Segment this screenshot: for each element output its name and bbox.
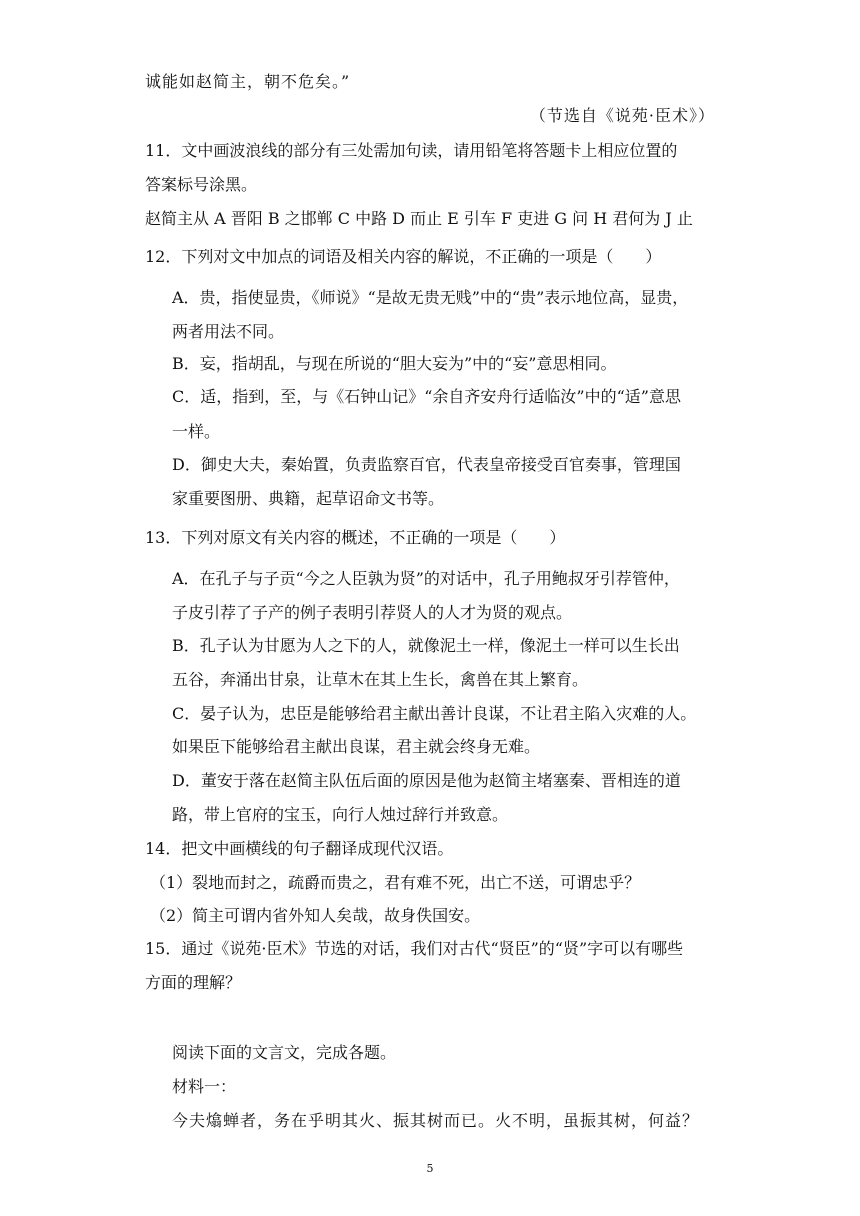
q12-option-a-line2: 两者用法不同。	[172, 322, 285, 341]
material-label: 材料一：	[172, 1077, 237, 1096]
q13-option-a-line2: 子皮引荐了子产的例子表明引荐贤人的人才为贤的观点。	[172, 603, 573, 622]
q12-option-c-line2: 一样。	[172, 422, 221, 441]
source-citation: （节选自《说苑·臣术》）	[529, 106, 715, 125]
q13-option-a-line1: A．在孔子与子贡“今之人臣孰为贤”的对话中，孔子用鲍叔牙引荐管仲，	[172, 569, 680, 588]
q15-line2: 方面的理解？	[145, 973, 242, 992]
page-number: 5	[426, 1162, 434, 1175]
q13-option-c-line2: 如果臣下能够给君主献出良谋，君主就会终身无难。	[172, 737, 541, 756]
q13-option-b-line1: B．孔子认为甘愿为人之下的人，就像泥土一样，像泥土一样可以生长出	[172, 636, 680, 655]
q12-option-a-line1: A．贵，指使显贵，《师说》“是故无贵无贱”中的“贵”表示地位高，显贵，	[172, 288, 689, 307]
q12-option-b: B．妄，指胡乱，与现在所说的“胆大妄为”中的“妄”意思相同。	[172, 354, 617, 373]
q13-stem: 13．下列对原文有关内容的概述，不正确的一项是（ ）	[145, 528, 566, 547]
q11-line1: 11．文中画波浪线的部分有三处需加句读，请用铅笔将答题卡上相应位置的	[145, 141, 678, 160]
q12-option-d-line1: D．御史大夫，秦始置，负责监察百官，代表皇帝接受百官奏事，管理国	[172, 455, 681, 474]
q13-option-d-line1: D．董安于落在赵简主队伍后面的原因是他为赵简主堵塞秦、晋相连的道	[172, 771, 681, 790]
q14-sentence-2: （2）简主可谓内省外知人矣哉，故身佚国安。	[150, 906, 481, 925]
material-text-line1: 今夫熻蝉者，务在乎明其火、振其树而已。火不明，虽振其树，何益？	[172, 1111, 700, 1130]
q13-option-b-line2: 五谷，奔涌出甘泉，让草木在其上生长，禽兽在其上繁育。	[172, 670, 589, 689]
q13-option-d-line2: 路，带上官府的宝玉，向行人烛过辞行并致意。	[172, 805, 509, 824]
q12-option-d-line2: 家重要图册、典籍，起草诏命文书等。	[172, 489, 445, 508]
q11-line2: 答案标号涂黑。	[145, 175, 258, 194]
top-quote: 诚能如赵简主，朝不危矣。”	[145, 72, 351, 91]
q12-option-c-line1: C．适，指到，至，与《石钟山记》“余自齐安舟行适临汝”中的“适”意思	[172, 387, 681, 406]
q13-option-c-line1: C．晏子认为，忠臣是能够给君主献出善计良谋，不让君主陷入灾难的人。	[172, 704, 697, 723]
q14-sentence-1: （1）裂地而封之，疏爵而贵之，君有难不死，出亡不送，可谓忠乎？	[150, 873, 641, 892]
q15-line1: 15．通过《说苑·臣术》节选的对话，我们对古代“贤臣”的“贤”字可以有哪些	[145, 939, 684, 958]
reading-intro: 阅读下面的文言文，完成各题。	[172, 1043, 397, 1062]
q14-stem: 14．把文中画横线的句子翻译成现代汉语。	[145, 839, 454, 858]
q11-sentence: 赵简主从 A 晋阳 B 之邯郸 C 中路 D 而止 E 引车 F 吏进 G 问 H 君何为 J 止	[145, 209, 693, 228]
q12-stem: 12．下列对文中加点的词语及相关内容的解说，不正确的一项是（ ）	[145, 247, 662, 266]
